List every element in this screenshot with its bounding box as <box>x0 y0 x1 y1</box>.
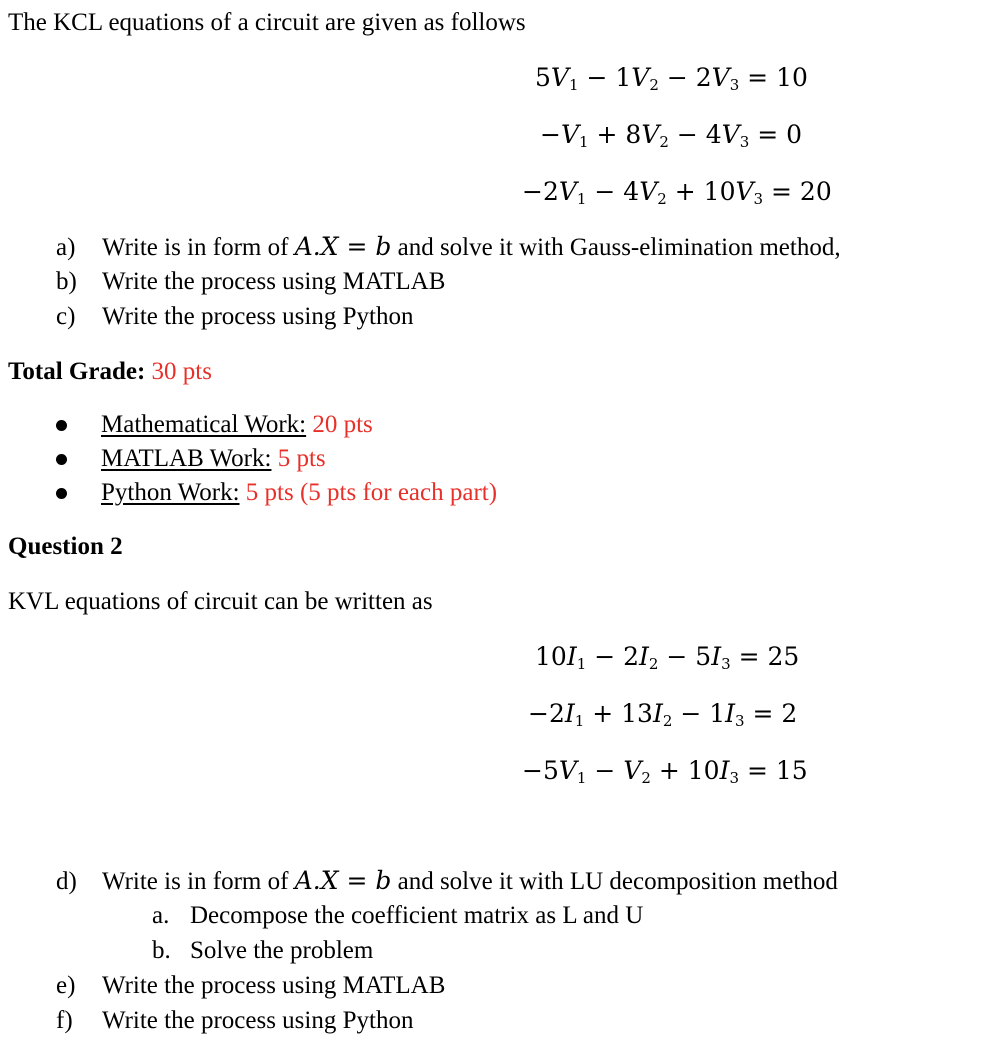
q1-item-a: a) Write is in form of A.X = b and solve it with Gauss-elimination method, <box>56 232 841 261</box>
q1-item-b: b) Write the process using MATLAB <box>56 268 446 295</box>
q2-subitem-a: a. Decompose the coefficient matrix as L and U <box>152 902 644 929</box>
bullet-icon <box>56 488 67 499</box>
q2-item-e: e) Write the process using MATLAB <box>56 972 446 999</box>
q2-item-d: d) Write is in form of A.X = b and solve it with LU decomposition method <box>56 866 838 895</box>
q2-item-f: f) Write the process using Python <box>56 1007 414 1034</box>
kcl-equation-3: $-2V_1 - 4V_2 + 10V_3 = 20$ <box>522 177 832 208</box>
kcl-equation-2: $-V_1 + 8V_2 - 4V_3 = 0$ <box>540 120 803 151</box>
q1-intro: The KCL equations of a circuit are given as follows <box>8 9 526 36</box>
grade-bullet-math: Mathematical Work: 20 pts <box>101 411 373 438</box>
bullet-icon <box>56 454 67 465</box>
kvl-equation-3: $-5V_1 - V_2 + 10I_3 = 15$ <box>522 756 808 787</box>
q2-subitem-b: b. Solve the problem <box>152 937 374 964</box>
q1-item-c: c) Write the process using Python <box>56 303 414 330</box>
total-grade: Total Grade: 30 pts <box>8 358 212 385</box>
grade-bullet-matlab: MATLAB Work: 5 pts <box>101 445 326 472</box>
kcl-equation-1: $5V_1 - 1V_2 - 2V_3 = 10$ <box>535 63 808 94</box>
grade-bullet-python: Python Work: 5 pts (5 pts for each part) <box>101 479 498 506</box>
kvl-equation-1: $10I_1 - 2I_2 - 5I_3 = 25$ <box>535 642 800 673</box>
kvl-equation-2: $-2I_1 + 13I_2 - 1I_3 = 2$ <box>528 699 798 730</box>
q2-intro: KVL equations of circuit can be written as <box>8 588 433 615</box>
bullet-icon <box>56 420 67 431</box>
q2-heading: Question 2 <box>8 533 123 560</box>
